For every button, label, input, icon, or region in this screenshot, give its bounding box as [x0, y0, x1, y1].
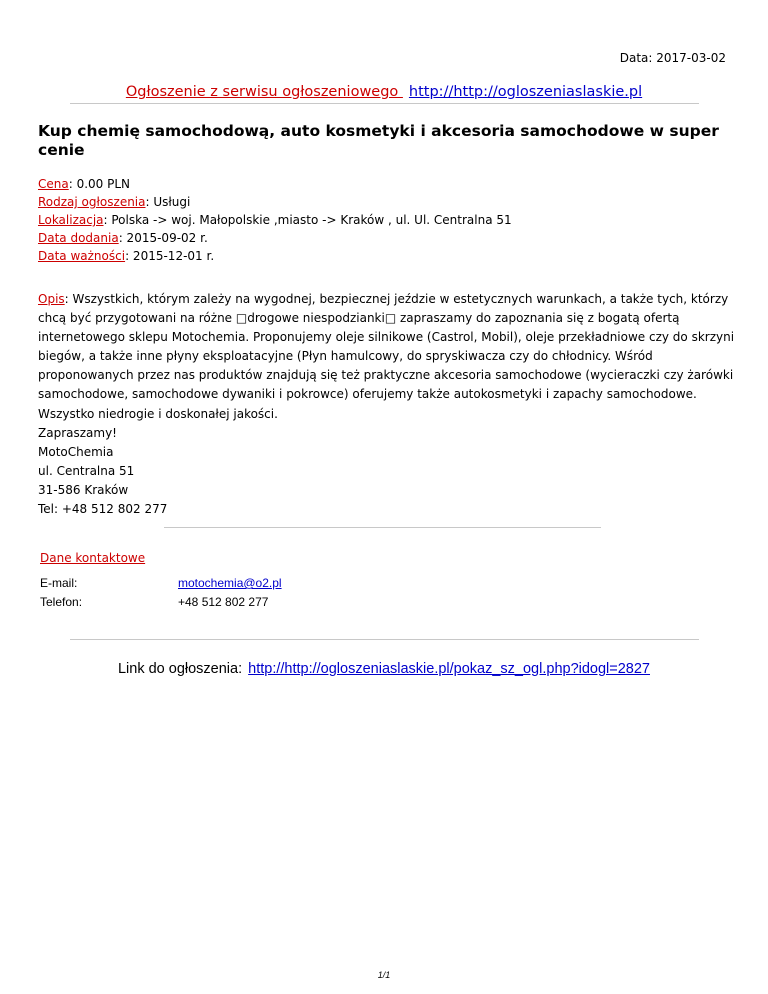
detail-row-type — [38, 193, 512, 211]
ad-link-url[interactable]: http://http://ogloszeniaslaskie.pl/pokaz_sz_ogl.php?idogl=2827 — [248, 661, 650, 677]
ad-title: Kup chemię samochodową, auto kosmetyki i akcesoria samochodowe w super cenie — [38, 122, 719, 159]
detail-row-price — [38, 175, 512, 193]
ad-type-label: Rodzaj ogłoszenia — [38, 195, 146, 209]
ad-type-value: : Usługi — [145, 195, 191, 209]
price-value: : 0.00 PLN — [68, 177, 131, 191]
contact-heading: Dane kontaktowe — [40, 551, 146, 565]
contact-row-email — [40, 574, 282, 593]
ad-link-line — [0, 661, 768, 677]
print-date: Data: 2017-03-02 — [619, 51, 726, 65]
email-link[interactable]: motochemia@o2.pl — [178, 576, 282, 590]
expiry-date-value: : 2015-12-01 r. — [125, 249, 215, 263]
date-added-label: Data dodania — [38, 231, 119, 245]
source-label: Ogłoszenie z serwisu ogłoszeniowego — [125, 84, 403, 100]
location-label: Lokalizacja — [38, 213, 104, 227]
expiry-date-label: Data ważności — [38, 249, 126, 263]
ad-description — [38, 290, 738, 519]
location-value: : Polska -> woj. Małopolskie ,miasto -> Kraków , ul. Ul. Centralna 51 — [103, 213, 512, 227]
phone-label: Telefon: — [40, 595, 83, 609]
description-label: Opis — [38, 292, 65, 306]
source-line — [0, 84, 768, 100]
page-number: 1/1 — [377, 970, 391, 980]
ad-details — [38, 175, 512, 265]
phone-value: +48 512 802 277 — [178, 595, 269, 609]
contact-row-phone — [40, 593, 282, 612]
description-text: : Wszystkich, którym zależy na wygodnej, bezpiecznej jeździe w estetycznych warunkach, a także tych, którzy chcą być przygotowani na różne □drogowe niespodzianki□ zapraszamy do zapoznania się z bogatą ofertą internetowego sklepu Motochemia. Proponujemy oleje silnikowe (Castrol, Mobil), oleje przekładniowe czy do skrzyni biegów, a także inne płyny eksploatacyjne (Płyn hamulcowy, do spryskiwacza czy do chłodnicy. Wśród proponowanych przez nas produktów znajdują się też praktyczne akcesoria samochodowe (wycieraczki czy żarówki samochodowe, samochodowe dywaniki i pokrowce) oferujemy także autokosmetyki i zapachy samochodowe. Wszystko niedrogie i doskonałej jakości. Zapraszamy! MotoChemia ul. Centralna 51 31-586 Kraków Tel: +48 512 802 277 — [38, 292, 735, 517]
price-label: Cena — [38, 177, 69, 191]
detail-row-expiry — [38, 247, 512, 265]
middle-divider — [164, 527, 601, 528]
source-url-link[interactable]: http://http://ogloszeniaslaskie.pl — [408, 84, 643, 100]
contact-table — [40, 574, 282, 612]
detail-row-added — [38, 229, 512, 247]
bottom-divider — [70, 639, 699, 640]
ad-link-label: Link do ogłoszenia: — [117, 661, 243, 677]
email-label: E-mail: — [40, 576, 78, 590]
detail-row-location — [38, 211, 512, 229]
top-divider — [70, 103, 699, 104]
date-added-value: : 2015-09-02 r. — [118, 231, 208, 245]
